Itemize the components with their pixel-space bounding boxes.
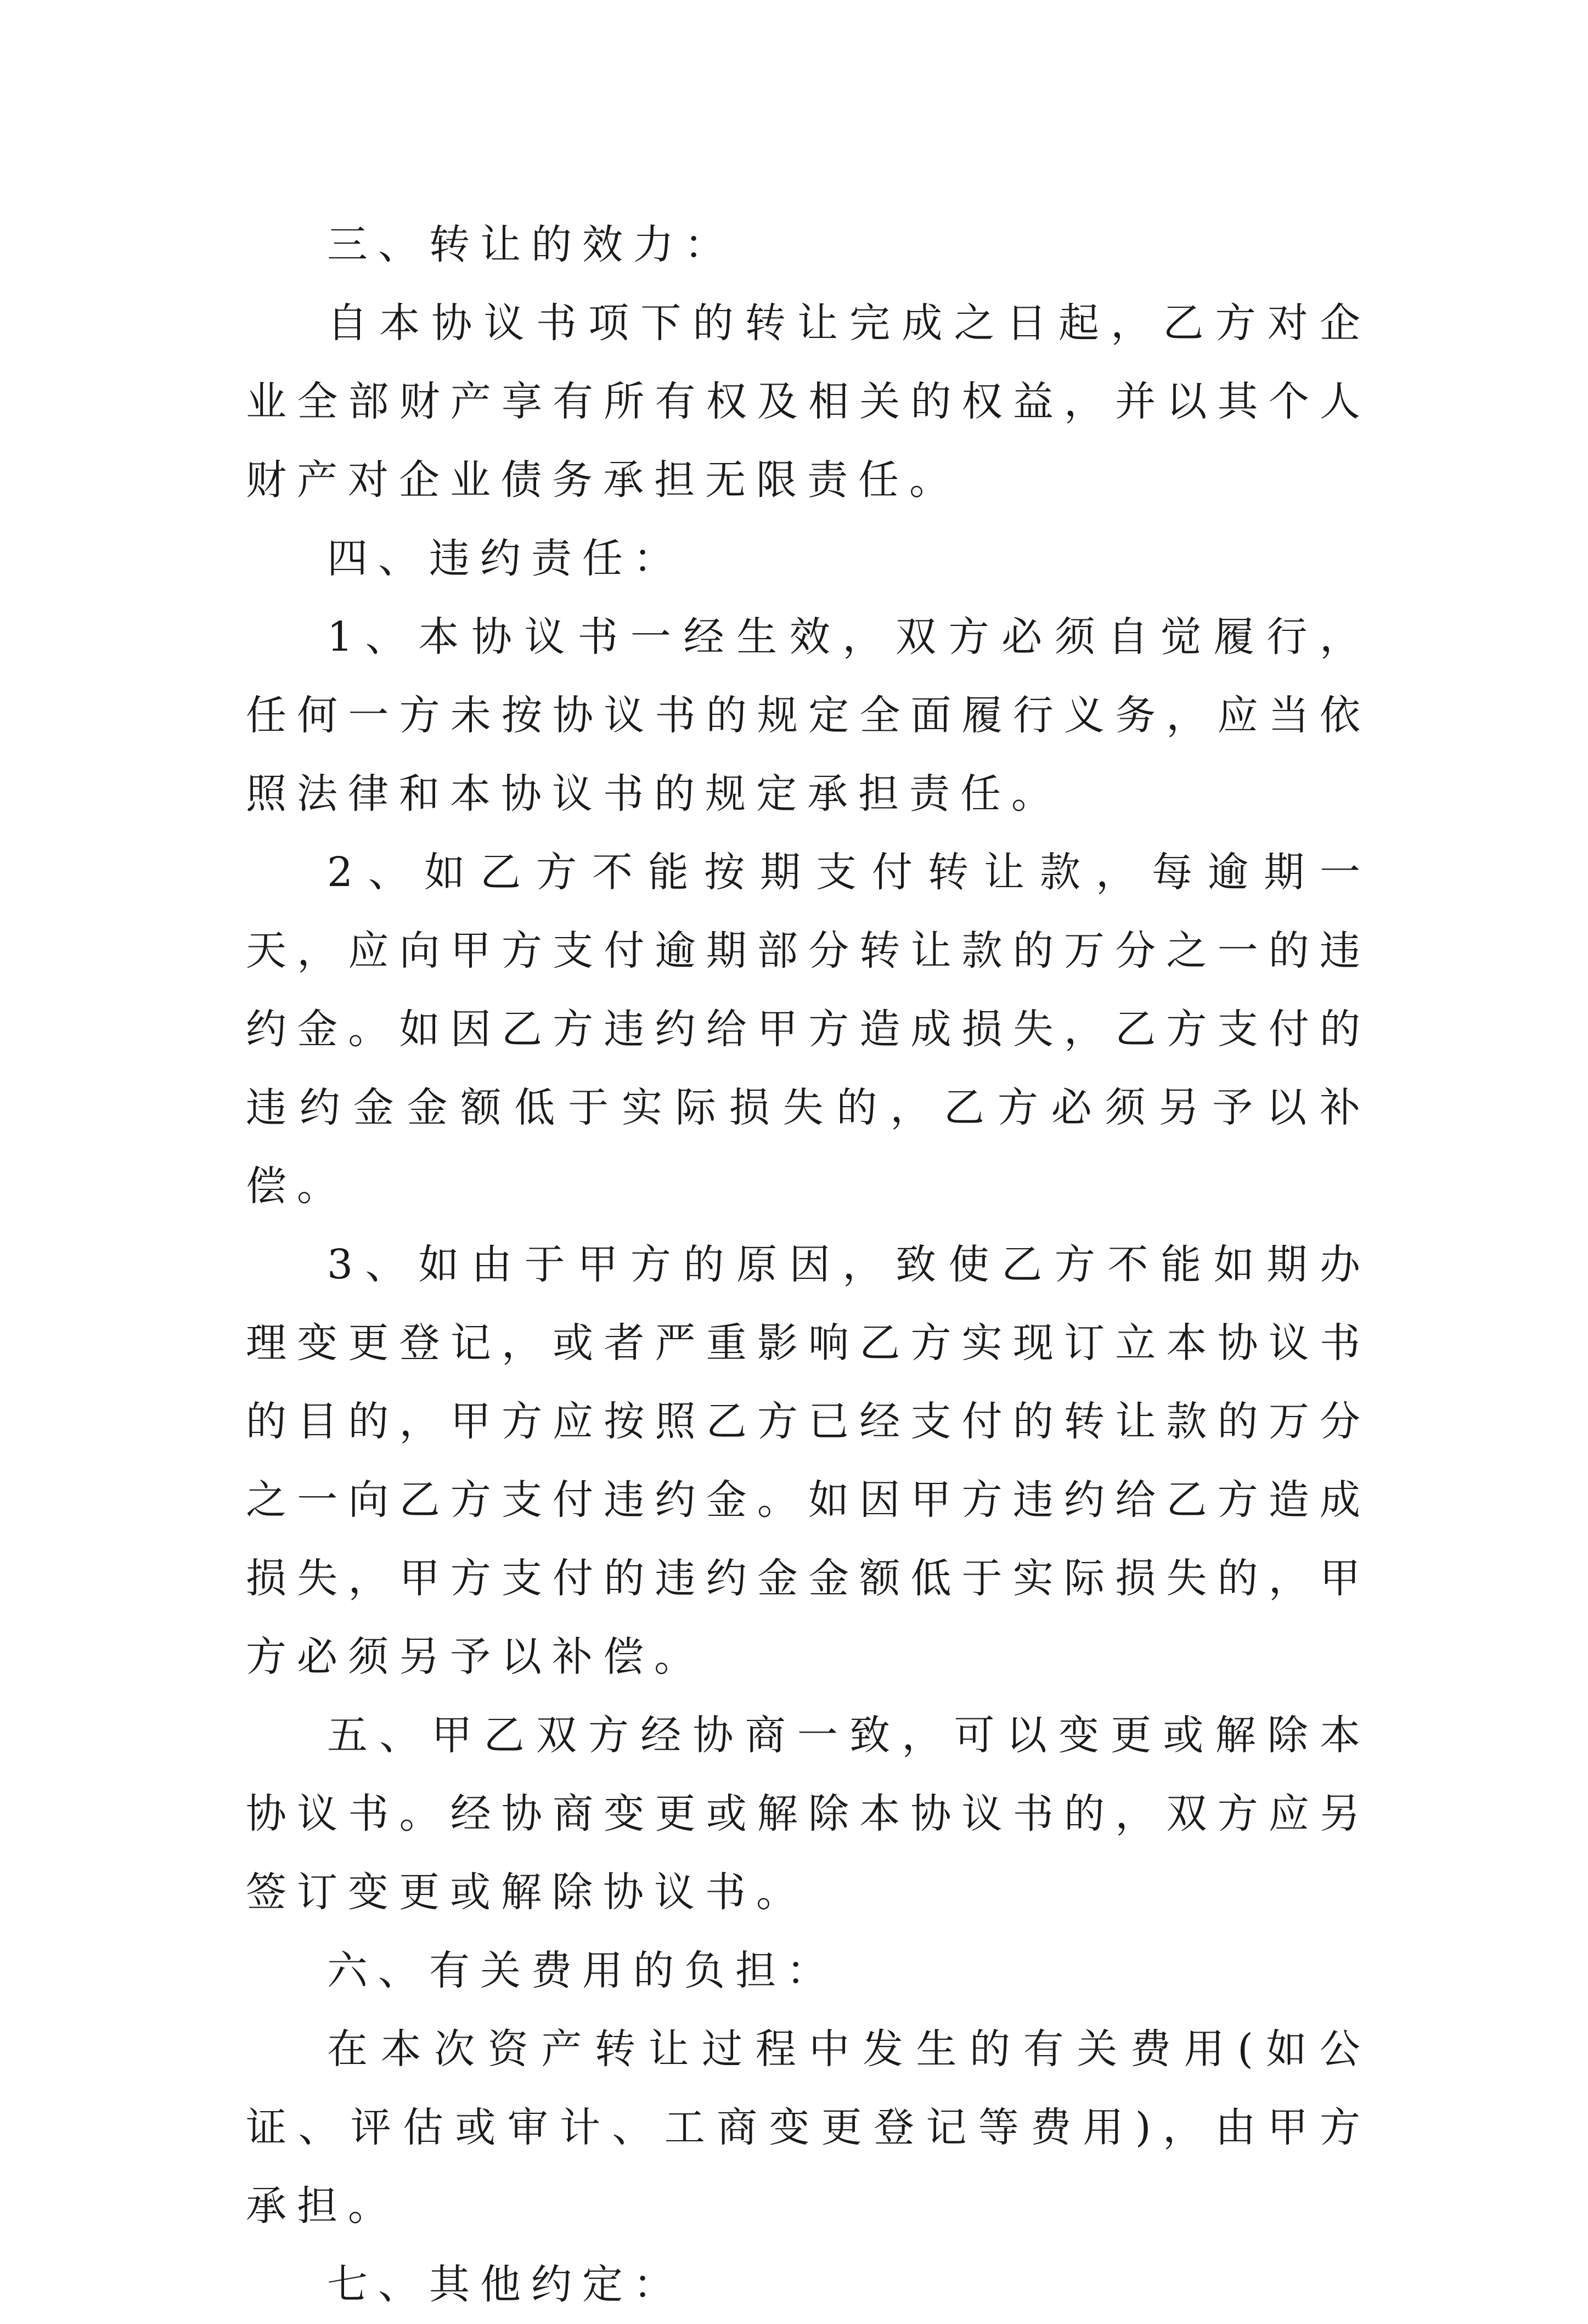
paragraph-effect-body: 自本协议书项下的转让完成之日起，乙方对企业全部财产享有所有权及相关的权益，并以其个人财产对企业债务承担无限责任。 xyxy=(246,300,1371,504)
document-body xyxy=(246,206,1371,2324)
paragraph-breach-2: 2、如乙方不能按期支付转让款，每逾期一天，应向甲方支付逾期部分转让款的万分之一的违约金。如因乙方违约给甲方造成损失，乙方支付的违约金金额低于实际损失的，乙方必须另予以补偿。 xyxy=(246,849,1371,1210)
section-heading-other: 七、其他约定： xyxy=(327,2261,684,2308)
paragraph-breach-1: 1、本协议书一经生效，双方必须自觉履行，任何一方未按协议书的规定全面履行义务，应当依照法律和本协议书的规定承担责任。 xyxy=(246,613,1371,817)
section-heading-breach: 四、违约责任： xyxy=(327,535,684,582)
section-heading-fees: 六、有关费用的负担： xyxy=(327,1947,837,1994)
paragraph-section-five: 五、甲乙双方经协商一致，可以变更或解除本协议书。经协商变更或解除本协议书的，双方应另签订变更或解除协议书。 xyxy=(246,1712,1371,1916)
section-heading-effect: 三、转让的效力： xyxy=(327,221,735,268)
paragraph-breach-3: 3、如由于甲方的原因，致使乙方不能如期办理变更登记，或者严重影响乙方实现订立本协议书的目的，甲方应按照乙方已经支付的转让款的万分之一向乙方支付违约金。如因甲方违约给乙方造成损失，甲方支付的违约金金额低于实际损失的，甲方必须另予以补偿。 xyxy=(246,1241,1371,1680)
paragraph-fees-body: 在本次资产转让过程中发生的有关费用(如公证、评估或审计、工商变更登记等费用)，由甲方承担。 xyxy=(246,2026,1371,2230)
